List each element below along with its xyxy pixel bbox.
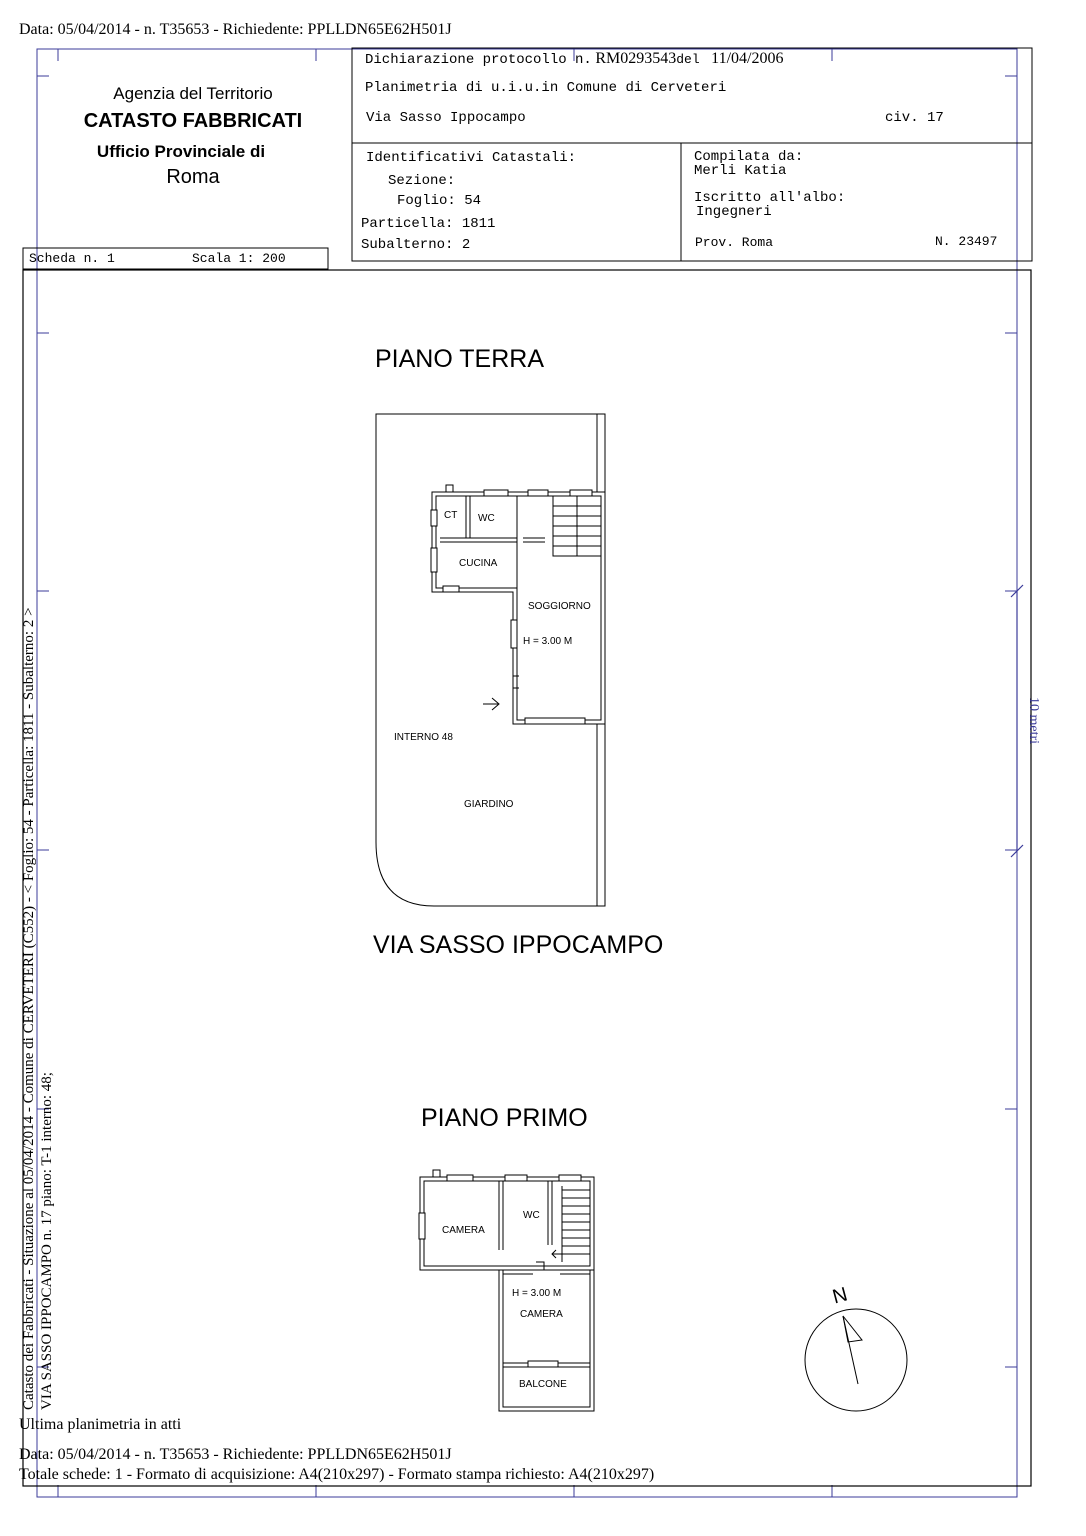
protocol-label: Dichiarazione protocollo n. [365, 52, 592, 68]
side-info-line2: VIA SASSO IPPOCAMPO n. 17 piano: T-1 interno: 48; [39, 1072, 55, 1410]
piano-terra-plan [376, 414, 605, 906]
interno-label: INTERNO 48 [394, 732, 453, 743]
sezione: Sezione: [388, 173, 456, 189]
ufficio-city: Roma [166, 166, 220, 188]
particella: Particella: 1811 [361, 216, 496, 232]
side-info [20, 607, 56, 1410]
planimetria-line: Planimetria di u.i.u.in Comune di Cerveteri [365, 80, 727, 96]
subalterno: Subalterno: 2 [361, 237, 471, 253]
albo-number: N. 23497 [935, 234, 998, 249]
blue-cut-frame [37, 49, 1017, 1497]
scale-bar-label: 10 metri [1026, 697, 1041, 745]
protocol-del: del [676, 52, 700, 67]
protocol-number: RM0293543 [595, 50, 677, 67]
ultima-planimetria: Ultima planimetria in atti [19, 1416, 182, 1433]
giardino-label: GIARDINO [464, 799, 514, 810]
agency-name: Agenzia del Territorio [113, 84, 273, 103]
street-line: Via Sasso Ippocampo [366, 110, 526, 126]
room-wc-primo: WC [523, 1210, 540, 1221]
north-label: N [830, 1283, 850, 1309]
room-wc-terra: WC [478, 513, 495, 524]
room-soggiorno: SOGGIORNO [528, 601, 591, 612]
top-stamp: Data: 05/04/2014 - n. T35653 - Richiedente: PPLLDN65E62H501J [19, 21, 452, 38]
north-compass-icon [805, 1309, 907, 1411]
protocol-date: 11/04/2006 [711, 50, 784, 67]
provincia: Prov. Roma [695, 235, 774, 250]
civic-number: civ. 17 [885, 110, 944, 126]
piano-primo-plan [419, 1170, 594, 1411]
ufficio-label: Ufficio Provinciale di [96, 142, 266, 161]
foglio: Foglio: 54 [397, 193, 482, 209]
compilata-name: Merli Katia [694, 163, 787, 179]
street-label: VIA SASSO IPPOCAMPO [373, 931, 664, 959]
room-balcone: BALCONE [519, 1379, 567, 1390]
room-camera-1: CAMERA [442, 1225, 485, 1236]
room-camera-2: CAMERA [520, 1309, 563, 1320]
scale-bar [1011, 585, 1023, 857]
identificativi-title: Identificativi Catastali: [366, 150, 577, 166]
piano-primo-title: PIANO PRIMO [421, 1104, 588, 1132]
piano-terra-title: PIANO TERRA [375, 345, 545, 373]
albo-value: Ingegneri [696, 204, 772, 220]
room-ct: CT [444, 510, 458, 521]
catasto-title: CATASTO FABBRICATI [83, 110, 303, 132]
height-terra: H = 3.00 M [523, 636, 573, 647]
footer-totale: Totale schede: 1 - Formato di acquisizione: A4(210x297) - Formato stampa richiesto: A4(210x297) [19, 1466, 655, 1483]
protocol-line [365, 50, 783, 68]
side-info-line1: Catasto dei Fabbricati - Situazione al 05/04/2014 - Comune di CERVETERI (C552) - < Foglio: 54 - Particella: 1811 - Subalterno: 2 > [21, 607, 37, 1410]
height-primo: H = 3.00 M [512, 1288, 562, 1299]
room-cucina: CUCINA [459, 558, 498, 569]
scheda-number: Scheda n. 1 [29, 251, 115, 266]
albo-label: Iscritto all'albo: [694, 190, 846, 206]
compilata-label: Compilata da: [694, 149, 804, 165]
main-drawing-frame [23, 270, 1031, 1486]
footer-stamp: Data: 05/04/2014 - n. T35653 - Richiedente: PPLLDN65E62H501J [19, 1446, 452, 1463]
scala: Scala 1: 200 [192, 251, 286, 266]
